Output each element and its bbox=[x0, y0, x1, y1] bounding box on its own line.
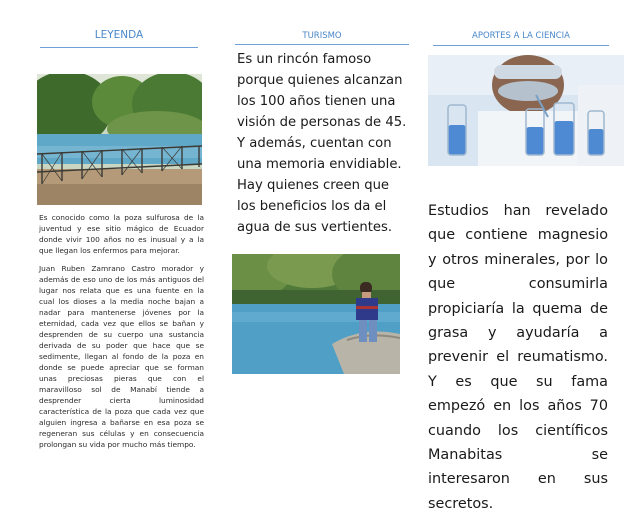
heading-rule-middle bbox=[235, 44, 409, 45]
heading-turismo: TURISMO bbox=[302, 31, 342, 41]
river-person-photo bbox=[232, 254, 400, 374]
leyenda-body bbox=[39, 212, 204, 456]
heading-aportes: APORTES A LA CIENCIA bbox=[472, 31, 570, 41]
heading-rule-right bbox=[433, 45, 609, 46]
heading-leyenda: LEYENDA bbox=[94, 29, 144, 41]
scientist-lab-photo bbox=[428, 55, 624, 166]
aportes-text: Estudios han revelado que contiene magnesio y otros minerales, por lo que consumirla propiciaría la quema de grasa y ayudaría a prevenir el reumatismo. Y es que su fama empezó en los años 70 cuando los científicos Manabitas se interesaron en sus secretos. bbox=[428, 203, 608, 512]
poza-fence-photo bbox=[37, 74, 202, 205]
leyenda-paragraph-1: Es conocido como la poza sulfurosa de la juventud y ese sitio mágico de Ecuador donde vivir 100 años no es inusual y a la que llegan los enfermos para mejorar. bbox=[39, 213, 204, 255]
leyenda-paragraph-2: Juan Ruben Zamrano Castro morador y además de eso uno de los más antiguos del lugar nos relata que es una fuente en la cual los dioses a la media noche bajan a nadar para mantenerse jóvenes por la eternidad, cada vez que ellos se bañan y desprenden de su cuerpo una sustancia derivada de su poder que hace que se sedimente, llegan al fondo de la poza en donde se puede apreciar que se forman unas preciosas pieras que con el maravilloso sol de Manabí tiende a desprender cierta luminosidad característica de la poza que cada vez que alguien ingresa a bañarse en esa poza se regeneran sus células y en consecuencia prolongan su vida por mucho más tiempo. bbox=[39, 264, 204, 449]
turismo-text: Es un rincón famoso porque quienes alcanzan los 100 años tienen una visión de personas de 45. Y además, cuentan con una memoria envidiable. Hay quienes creen que los beneficios los da el agua de sus vertientes. bbox=[237, 52, 407, 235]
heading-rule-left bbox=[40, 47, 198, 48]
